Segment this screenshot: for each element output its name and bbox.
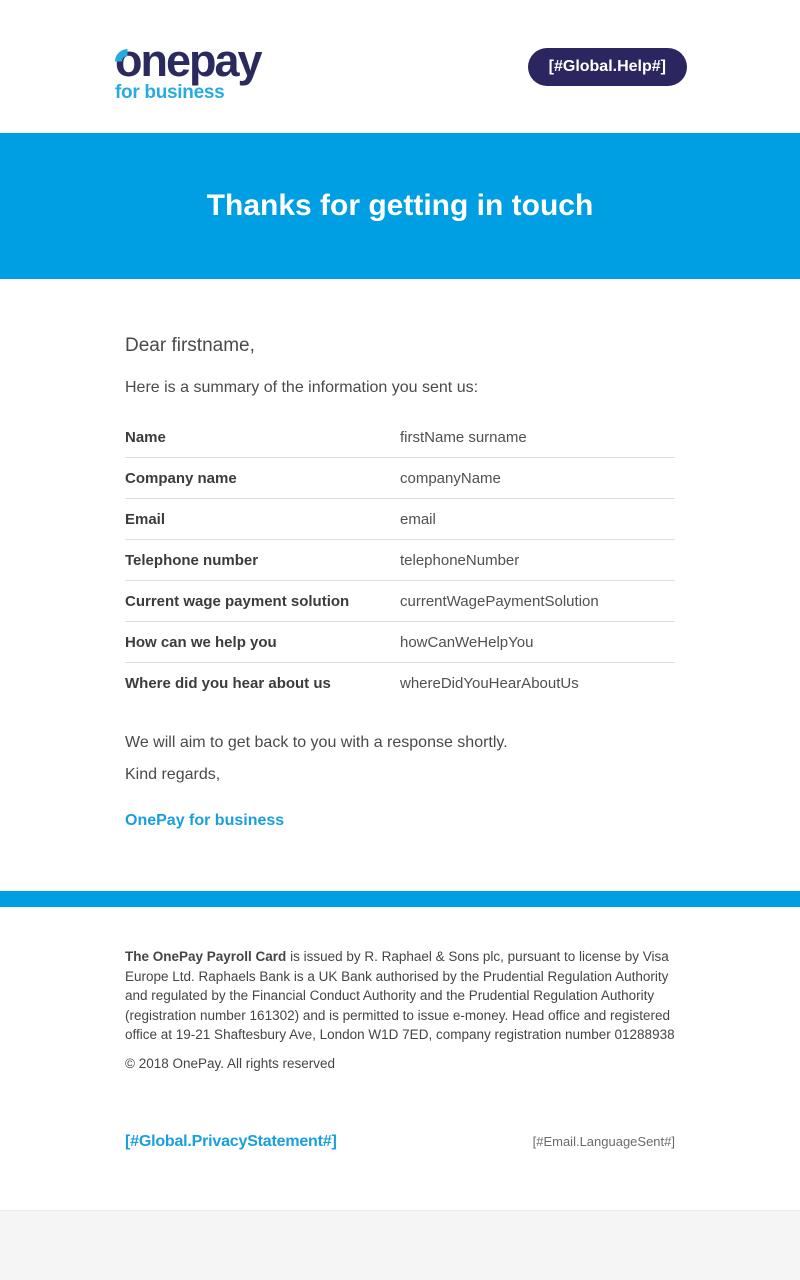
row-value: firstName surname [400,428,527,446]
closing-text: We will aim to get back to you with a response shortly. [125,734,508,751]
signoff-text: Kind regards, [125,766,221,783]
row-label: How can we help you [125,633,277,651]
row-value: currentWagePaymentSolution [400,592,599,610]
help-button[interactable]: [#Global.Help#] [528,48,687,86]
row-value: email [400,510,436,528]
footer-links-row [125,1133,675,1151]
greeting-text: Dear firstname, [125,335,255,356]
table-row [125,417,675,458]
table-row [125,663,675,704]
row-label: Where did you hear about us [125,675,331,692]
email-header [0,0,800,133]
logo-tagline: for business [115,81,225,103]
hero-banner [0,133,800,279]
table-row [125,458,675,499]
row-label: Company name [125,469,237,487]
language-sent-text: [#Email.LanguageSent#] [532,1133,675,1149]
row-value: howCanWeHelpYou [400,633,534,651]
blue-divider-bar [0,891,800,907]
row-value: telephoneNumber [400,551,520,569]
legal-text [125,947,675,1045]
table-row [125,581,675,622]
signature-text: OnePay for business [125,812,285,829]
row-value: whereDidYouHearAboutUs [400,675,579,692]
email-content [125,279,675,830]
table-row [125,499,675,540]
legal-text-rest: is issued by R. Raphael & Sons plc, pursuant to license by Visa Europe Ltd. Raphaels Bank is a UK Bank authorised by the Prudential Regulation Authority and regulated by the Financial Conduct Authority and the Prudential Regulation Authority (registration number 161302) and is permitted to issue e-money. Head office and registered office at 19-21 Shaftesbury Ave, London W1D 7ED, company registration number 01288938 [125,949,675,1042]
summary-table [125,417,675,704]
email-footer [125,907,675,1151]
intro-text: Here is a summary of the information you sent us: [125,379,479,396]
row-label: Current wage payment solution [125,592,350,610]
row-value: companyName [400,469,501,487]
email-client-background [0,1210,800,1280]
row-label: Name [125,428,166,446]
row-label: Telephone number [125,551,259,569]
privacy-statement-link[interactable]: [#Global.PrivacyStatement#] [125,1132,337,1150]
onepay-logo [115,32,261,102]
page-title: Thanks for getting in touch [206,189,594,222]
table-row [125,540,675,581]
logo-wordmark: onepay [115,34,261,86]
copyright-text: © 2018 OnePay. All rights reserved [125,1055,336,1071]
table-row [125,622,675,663]
row-label: Email [125,510,166,528]
legal-text-bold: The OnePay Payroll Card [125,949,287,964]
